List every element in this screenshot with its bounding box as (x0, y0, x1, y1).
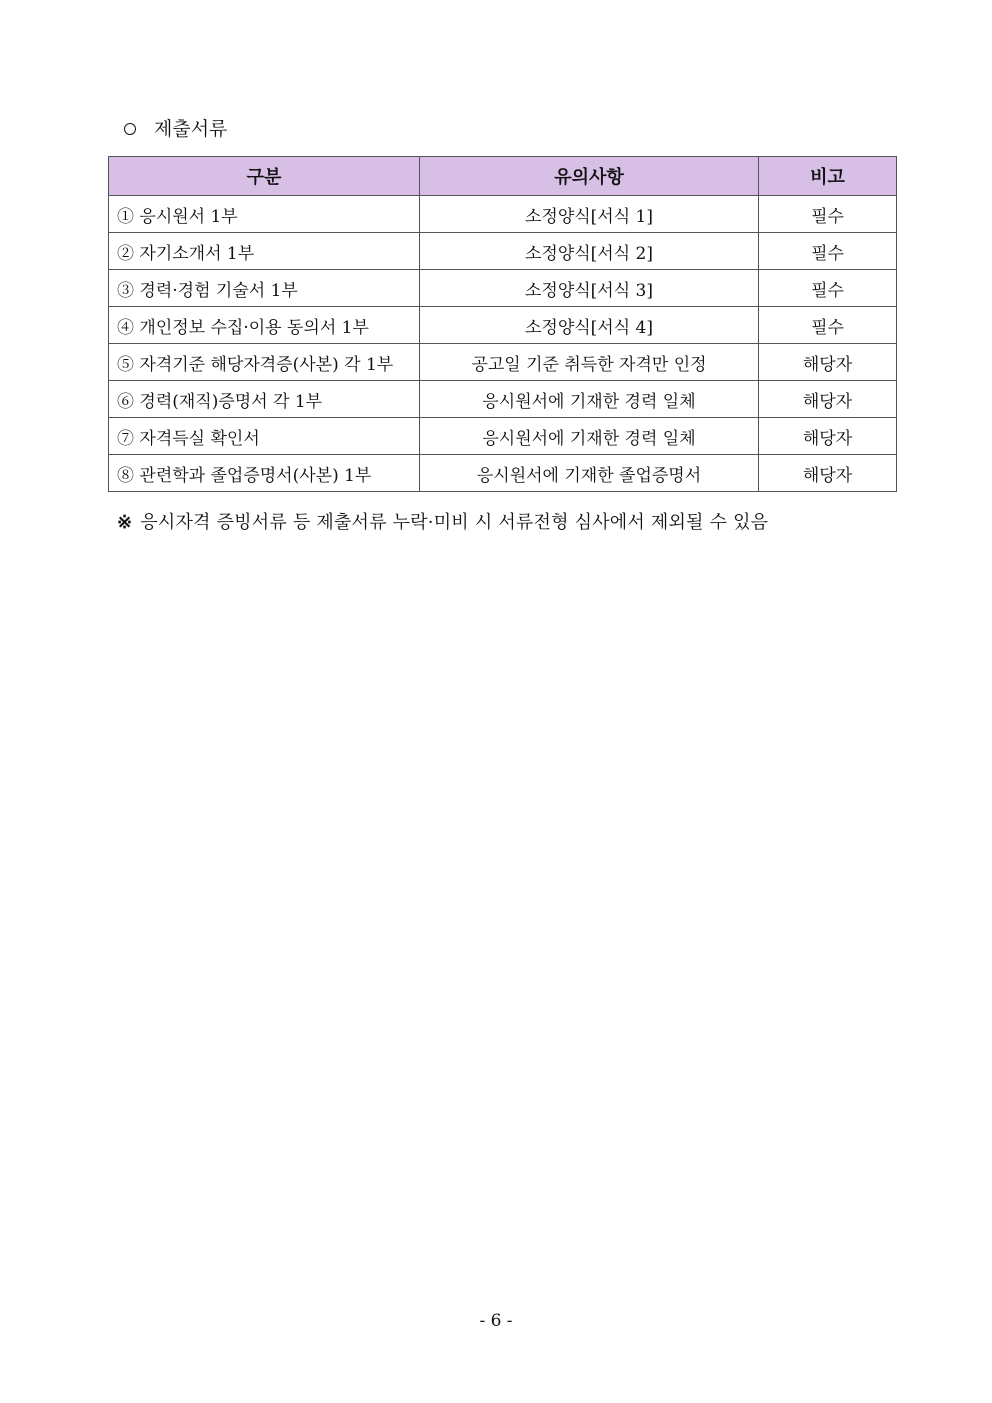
circle-bullet-icon (124, 123, 136, 135)
footnote-text: 응시자격 증빙서류 등 제출서류 누락·미비 시 서류전형 심사에서 제외될 수 있음 (140, 512, 769, 533)
document-remark: 해당자 (759, 344, 897, 381)
page-number: - 6 - (479, 1311, 513, 1331)
table-row (109, 196, 897, 233)
header-notes: 유의사항 (420, 157, 759, 196)
document-note: 응시원서에 기재한 경력 일체 (420, 381, 759, 418)
table-row (109, 233, 897, 270)
document-note: 소정양식[서식 2] (420, 233, 759, 270)
section-title: 제출서류 (154, 118, 228, 140)
document-note: 공고일 기준 취득한 자격만 인정 (420, 344, 759, 381)
table-header-row (109, 157, 897, 196)
document-note: 응시원서에 기재한 경력 일체 (420, 418, 759, 455)
header-remarks: 비고 (759, 157, 897, 196)
table-row (109, 344, 897, 381)
document-remark: 해당자 (759, 418, 897, 455)
document-item: ⑦ 자격득실 확인서 (109, 418, 420, 455)
document-item: ④ 개인정보 수집·이용 동의서 1부 (109, 307, 420, 344)
document-item: ⑧ 관련학과 졸업증명서(사본) 1부 (109, 455, 420, 492)
document-remark: 필수 (759, 233, 897, 270)
document-note: 소정양식[서식 4] (420, 307, 759, 344)
document-note: 응시원서에 기재한 졸업증명서 (420, 455, 759, 492)
document-note: 소정양식[서식 3] (420, 270, 759, 307)
table-row (109, 381, 897, 418)
table-row (109, 307, 897, 344)
required-documents-table (108, 156, 897, 492)
document-item: ③ 경력·경험 기술서 1부 (109, 270, 420, 307)
document-item: ⑥ 경력(재직)증명서 각 1부 (109, 381, 420, 418)
table-row (109, 270, 897, 307)
header-category: 구분 (109, 157, 420, 196)
document-remark: 필수 (759, 307, 897, 344)
document-item: ⑤ 자격기준 해당자격증(사본) 각 1부 (109, 344, 420, 381)
table-row (109, 418, 897, 455)
section-heading (124, 114, 227, 141)
document-remark: 필수 (759, 270, 897, 307)
document-note: 소정양식[서식 1] (420, 196, 759, 233)
document-item: ① 응시원서 1부 (109, 196, 420, 233)
document-item: ② 자기소개서 1부 (109, 233, 420, 270)
footnote (117, 508, 768, 534)
document-remark: 해당자 (759, 381, 897, 418)
document-remark: 해당자 (759, 455, 897, 492)
document-remark: 필수 (759, 196, 897, 233)
table-row (109, 455, 897, 492)
reference-mark-icon: ※ (117, 512, 133, 533)
